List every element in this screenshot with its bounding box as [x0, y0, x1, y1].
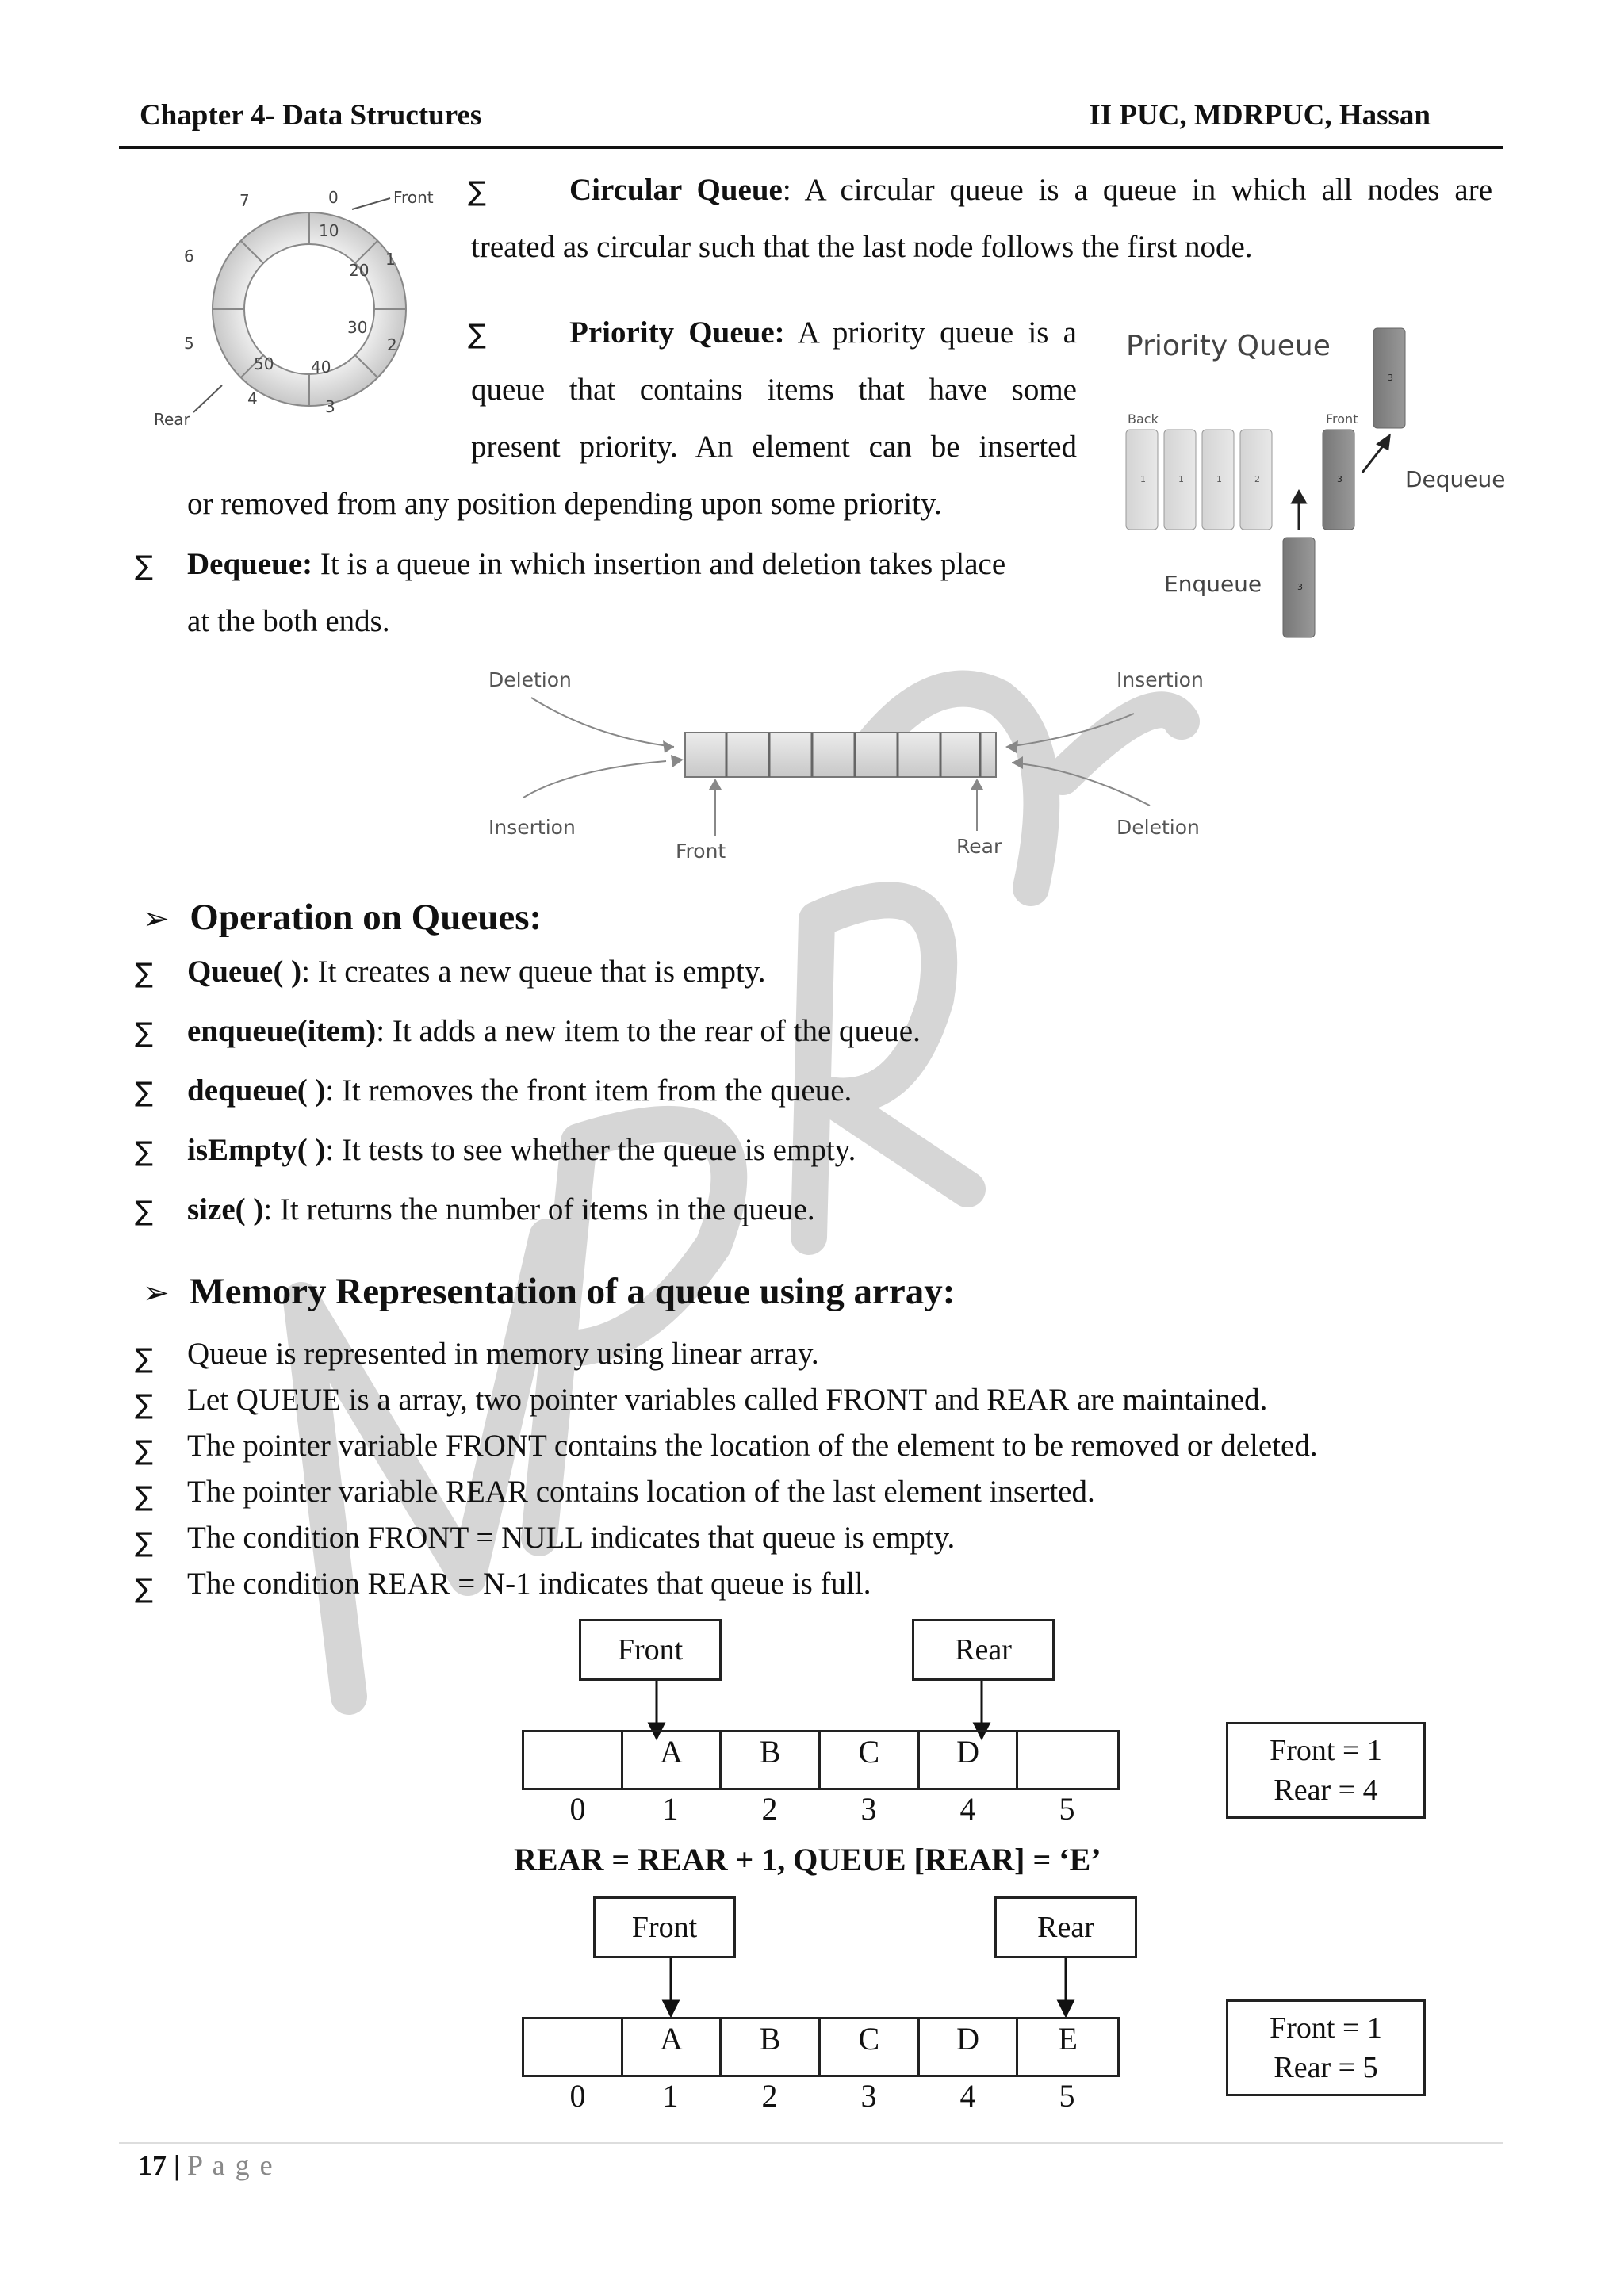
pq-back-label: Back [1128, 411, 1159, 427]
op-text: : It returns the number of items in the queue. [263, 1192, 815, 1226]
bullet-icon: ∑ [135, 1196, 153, 1227]
bullet-icon: ∑ [135, 1136, 153, 1168]
footer-separator: | [167, 2149, 187, 2181]
circular-queue-line1 [569, 162, 1492, 219]
op-term: Queue( ) [187, 955, 302, 989]
operation-label: REAR = REAR + 1, QUEUE [REAR] = ‘E’ [514, 1842, 1101, 1877]
pq-enqueued-item: 3 [1297, 582, 1303, 592]
arrow-bullet-icon: ➢ [143, 1275, 170, 1311]
priority-queue-line1 [569, 304, 1077, 362]
operations-heading [143, 896, 542, 939]
circular-queue-figure [151, 182, 452, 436]
pq-item: 3 [1337, 474, 1342, 484]
status-front: Front = 1 [1270, 2011, 1382, 2045]
bullet-icon: ∑ [135, 1573, 153, 1605]
page-label: P a g e [186, 2149, 274, 2181]
footer [138, 2149, 274, 2182]
bullet-icon: ∑ [135, 550, 153, 582]
cq-value-4: 40 [311, 358, 331, 377]
deque-deletion-bottom: Deletion [1116, 816, 1200, 839]
memory-item: The condition REAR = N-1 indicates that queue is full. [187, 1567, 871, 1601]
op-term: size( ) [187, 1192, 264, 1226]
pq-enqueue-label: Enqueue [1164, 571, 1262, 597]
array-index: 1 [662, 2078, 679, 2114]
pq-item: 2 [1254, 474, 1260, 484]
dequeue-line1 [187, 536, 1005, 593]
cq-index-3: 3 [325, 397, 335, 416]
array-cell: E [1058, 2021, 1078, 2057]
front-pointer-box: Front [579, 1619, 722, 1681]
array-index: 2 [761, 2078, 778, 2114]
rear-pointer-box: Rear [912, 1619, 1055, 1681]
deque-deletion-top: Deletion [488, 668, 572, 691]
front-pointer-box: Front [593, 1896, 736, 1958]
cq-index-7: 7 [239, 191, 250, 210]
op-term: dequeue( ) [187, 1073, 326, 1108]
op-text: : It tests to see whether the queue is empty. [325, 1133, 856, 1167]
status-front: Front = 1 [1270, 1734, 1382, 1767]
array-index: 0 [569, 2078, 586, 2114]
bullet-icon: ∑ [135, 1017, 153, 1049]
status-box [1226, 1999, 1426, 2096]
array-index: 5 [1059, 2078, 1075, 2114]
deque-figure [476, 658, 1221, 872]
header-college: II PUC, MDRPUC, Hassan [1089, 99, 1431, 132]
pq-front-label: Front [1326, 411, 1358, 427]
priority-queue-line4: or removed from any position depending upon some priority. [187, 487, 942, 521]
bullet-icon: ∑ [468, 176, 486, 208]
list-item [135, 1122, 1483, 1181]
pq-item: 1 [1216, 474, 1222, 484]
status-rear: Rear = 5 [1274, 2051, 1378, 2084]
bullet-icon: ∑ [135, 1435, 153, 1467]
array-cell [1018, 1732, 1117, 1788]
array-index: 4 [959, 1791, 976, 1827]
cq-value-3: 30 [347, 318, 368, 337]
pq-dequeue-label: Dequeue [1405, 466, 1506, 492]
priority-queue-text: A priority queue is a [784, 316, 1077, 350]
memory-heading-text: Memory Representation of a queue using array: [190, 1271, 956, 1312]
arrow-bullet-icon: ➢ [143, 901, 170, 937]
op-text: : It creates a new queue that is empty. [301, 955, 766, 989]
circular-queue-text: : A circular queue is a queue in which all nodes are [782, 173, 1493, 207]
array-index: 3 [860, 1791, 877, 1827]
memory-item: The pointer variable REAR contains location of the last element inserted. [187, 1475, 1095, 1509]
cq-index-6: 6 [184, 247, 194, 266]
array-index: 4 [959, 2078, 976, 2114]
array-cell: A [623, 2019, 722, 2075]
memory-item: Let QUEUE is a array, two pointer variables called FRONT and REAR are maintained. [187, 1383, 1268, 1417]
status-rear: Rear = 4 [1274, 1774, 1378, 1807]
cq-rear-label: Rear [154, 410, 190, 429]
bullet-icon: ∑ [135, 1481, 153, 1513]
memory-list [135, 1332, 1499, 1608]
array-index: 1 [662, 1791, 679, 1827]
cq-index-0: 0 [328, 188, 339, 207]
array-cell: B [722, 2019, 821, 2075]
array-index: 5 [1059, 1791, 1075, 1827]
bullet-icon: ∑ [135, 1389, 153, 1421]
bullet-icon: ∑ [135, 1077, 153, 1108]
list-item [135, 1562, 1499, 1608]
cq-value-2: 20 [349, 261, 370, 280]
header-chapter: Chapter 4- Data Structures [140, 99, 482, 132]
priority-queue-term: Priority Queue: [569, 316, 785, 350]
dequeue-line2: at the both ends. [187, 604, 390, 638]
list-item [135, 943, 1483, 1003]
cq-index-4: 4 [247, 389, 258, 408]
memory-heading [143, 1270, 955, 1313]
operations-heading-text: Operation on Queues: [190, 897, 542, 938]
list-item [135, 1181, 1483, 1241]
operations-list [135, 943, 1483, 1241]
bullet-icon: ∑ [135, 958, 153, 989]
array-cell [524, 1732, 623, 1788]
bullet-icon: ∑ [468, 319, 486, 350]
cq-value-5: 50 [254, 354, 274, 373]
memory-item: The pointer variable FRONT contains the location of the element to be removed or deleted. [187, 1429, 1318, 1463]
page-number: 17 [138, 2149, 167, 2181]
deque-insertion-top: Insertion [1116, 668, 1204, 691]
cq-index-5: 5 [184, 334, 194, 353]
deque-insertion-bottom: Insertion [488, 816, 576, 839]
pq-item: 1 [1140, 474, 1146, 484]
pq-title: Priority Queue [1126, 330, 1331, 362]
array-cell: A [623, 1732, 722, 1788]
array-cell: C [821, 1732, 920, 1788]
op-text: : It removes the front item from the queue. [325, 1073, 852, 1108]
dequeue-text: It is a queue in which insertion and deletion takes place [312, 547, 1006, 581]
pq-item: 1 [1178, 474, 1184, 484]
circular-queue-term: Circular Queue [569, 173, 783, 207]
circular-queue-line2: treated as circular such that the last node follows the first node. [471, 230, 1253, 264]
op-text: : It adds a new item to the rear of the queue. [376, 1014, 921, 1048]
cq-index-1: 1 [385, 250, 396, 269]
list-item [135, 1062, 1483, 1122]
dequeue-term: Dequeue: [187, 547, 313, 581]
array-index: 2 [761, 1791, 778, 1827]
cq-front-label: Front [393, 188, 434, 207]
array-cell: D [920, 1732, 1019, 1788]
list-item [135, 1003, 1483, 1062]
header-rule [119, 146, 1503, 149]
bullet-icon: ∑ [135, 1527, 153, 1559]
pq-dequeued-item: 3 [1388, 373, 1393, 383]
array-cell: C [821, 2019, 920, 2075]
priority-queue-line2: queue that contains items that have some [471, 373, 1077, 407]
status-box [1226, 1722, 1426, 1819]
deque-front-label: Front [676, 840, 726, 863]
array-cell [524, 2019, 623, 2075]
array-cell: B [722, 1732, 821, 1788]
cq-value-1: 10 [319, 221, 339, 240]
bullet-icon: ∑ [135, 1343, 153, 1375]
array-index: 0 [569, 1791, 586, 1827]
memory-item: Queue is represented in memory using linear array. [187, 1337, 819, 1371]
footer-rule [119, 2142, 1503, 2144]
priority-queue-figure [1110, 317, 1522, 650]
memory-item: The condition FRONT = NULL indicates that queue is empty. [187, 1521, 956, 1555]
op-term: enqueue(item) [187, 1014, 377, 1048]
pointer-arrows [555, 1957, 1110, 2020]
priority-queue-line3: present priority. An element can be inserted [471, 430, 1077, 464]
cq-index-2: 2 [387, 335, 397, 354]
op-term: isEmpty( ) [187, 1133, 326, 1167]
array-index: 3 [860, 2078, 877, 2114]
deque-rear-label: Rear [956, 835, 1002, 858]
rear-pointer-box: Rear [994, 1896, 1137, 1958]
array-cell: D [920, 2019, 1019, 2075]
queue-array [522, 2017, 1120, 2077]
queue-array [522, 1730, 1120, 1790]
